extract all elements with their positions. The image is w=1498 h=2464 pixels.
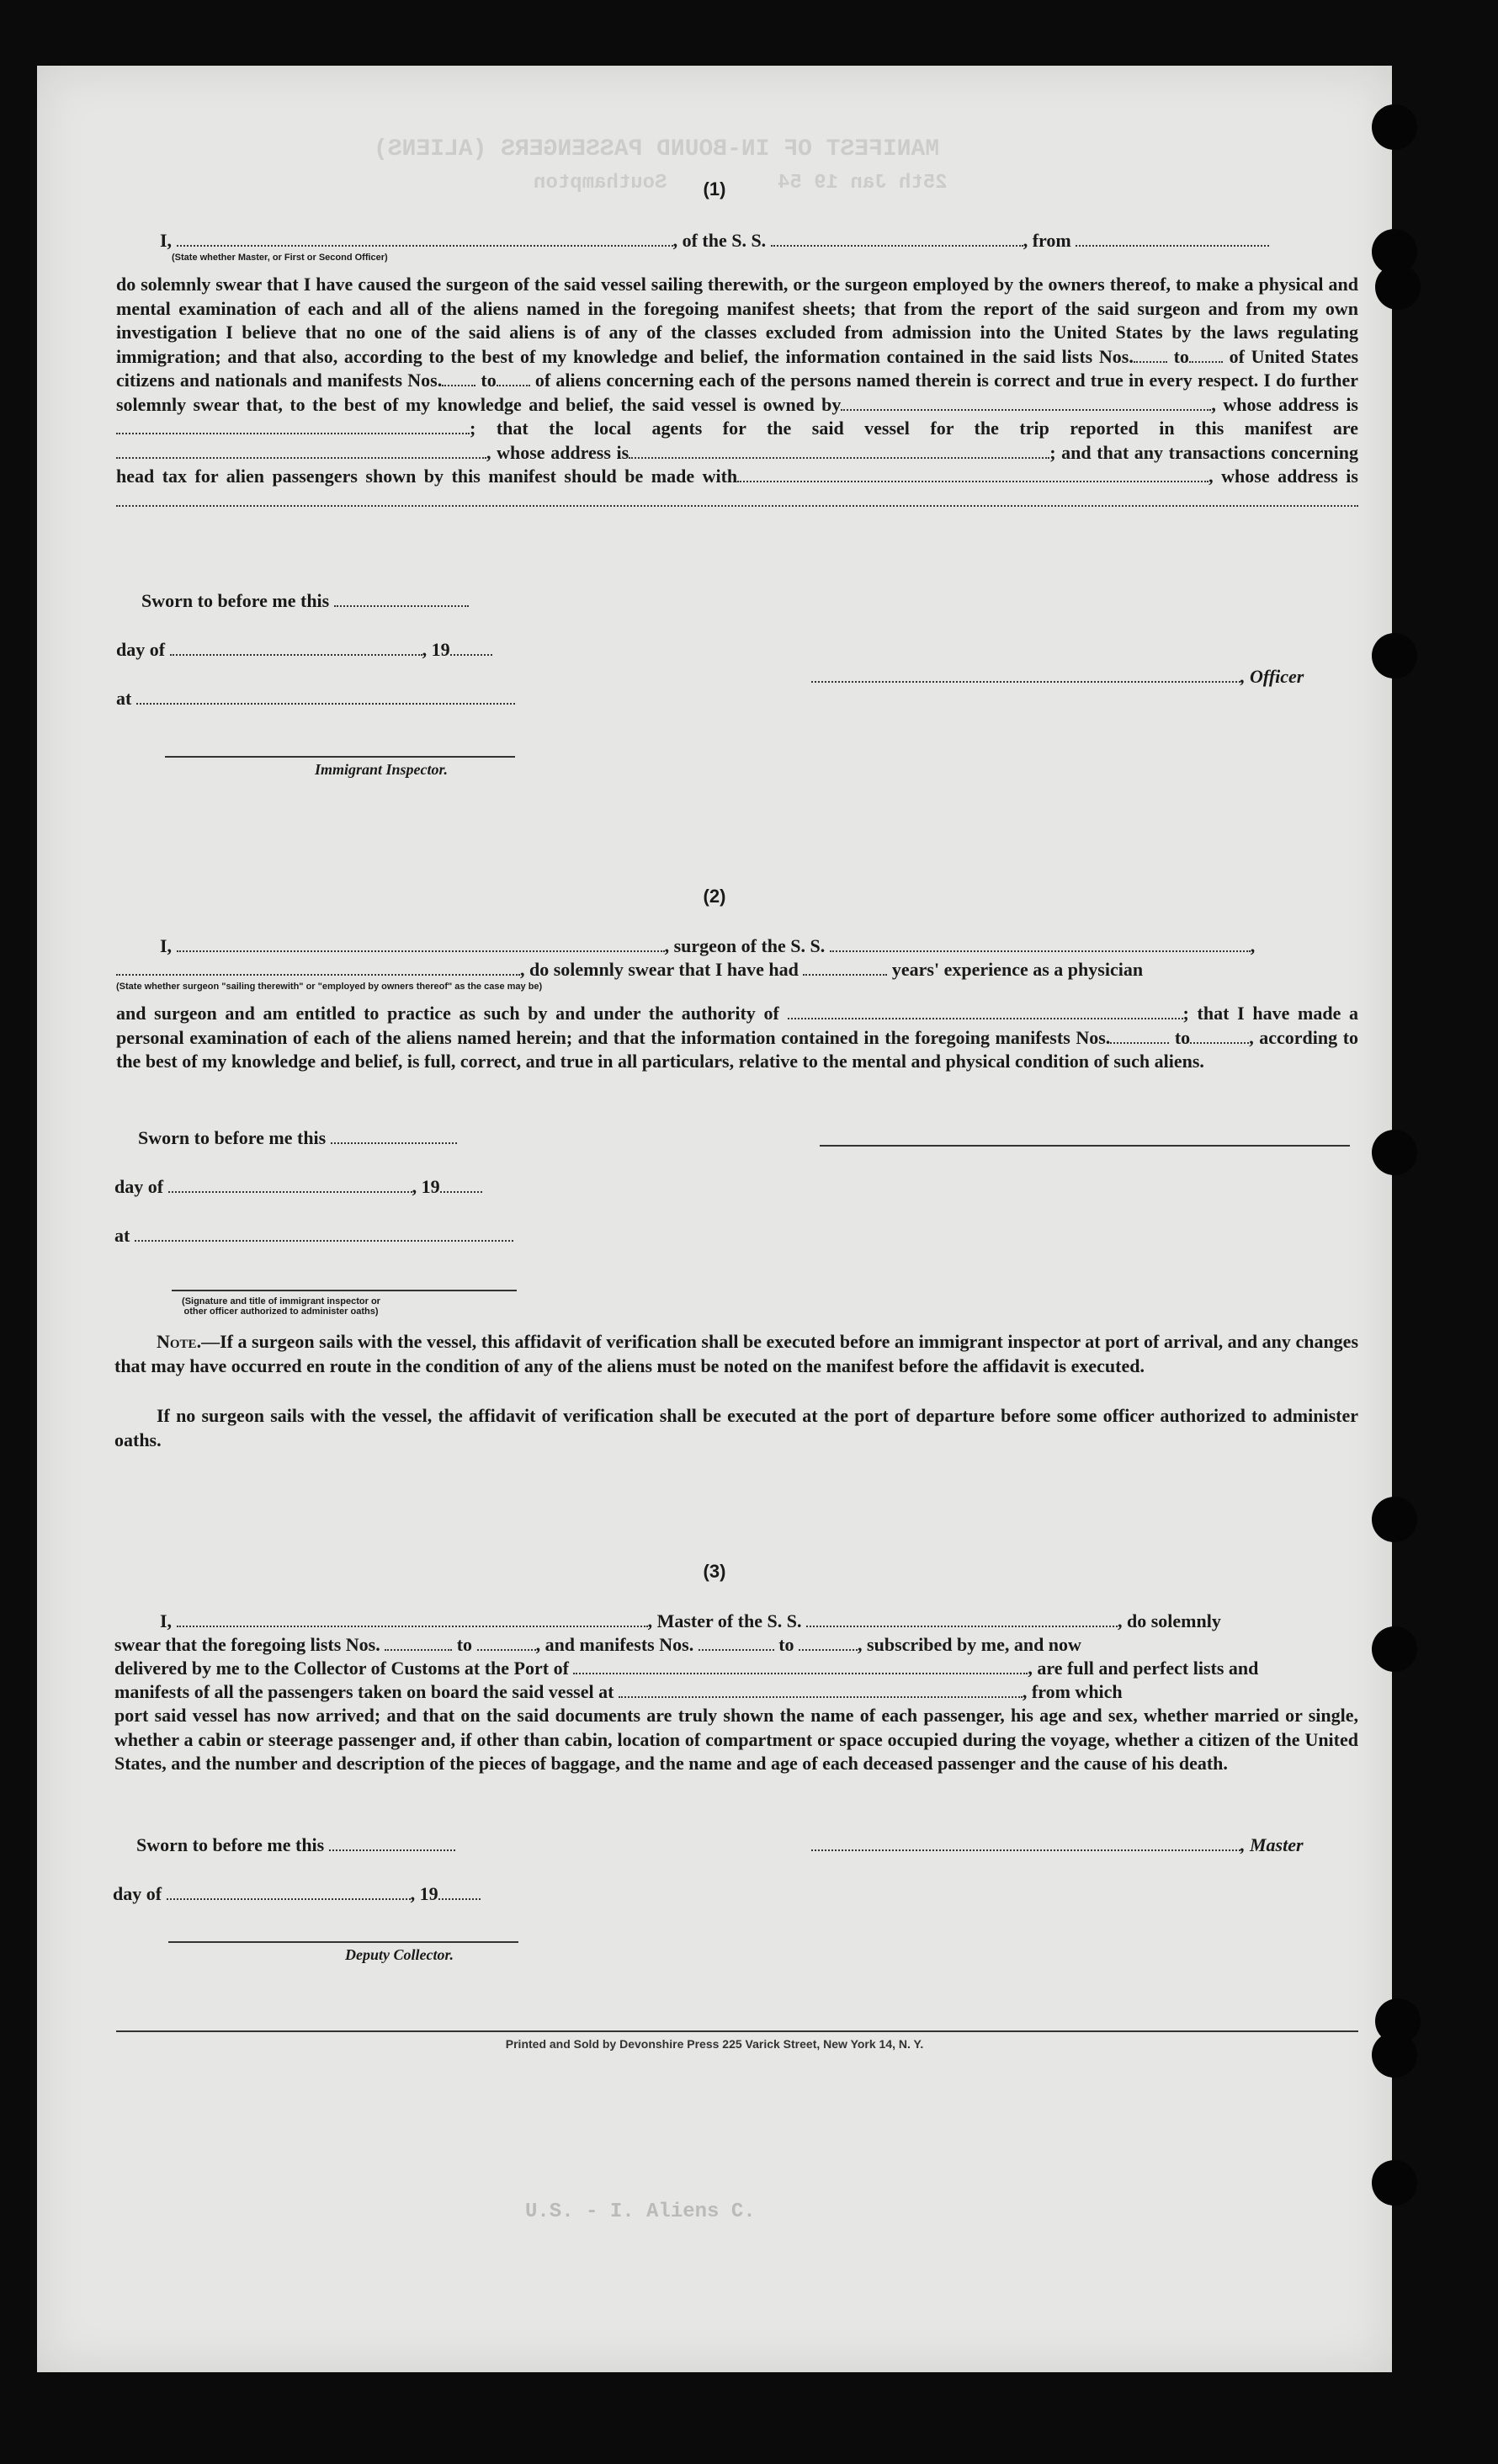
punch-hole — [1372, 2160, 1417, 2206]
s1-sworn: Sworn to before me this — [141, 589, 469, 613]
s2-at: at — [114, 1224, 513, 1248]
s3-line1: I, , Master of the S. S. , do solemnly — [160, 1610, 1221, 1631]
s1-inspector: Immigrant Inspector. — [315, 761, 449, 778]
s1-at: at — [116, 687, 515, 710]
faded-port: Southampton — [534, 172, 667, 194]
s2-line1: I, , surgeon of the S. S. , — [160, 935, 1256, 956]
s2-note: (State whether surgeon "sailing therewith" or "employed by owners thereof" as the case may be) — [116, 982, 543, 992]
section-2-number: (2) — [703, 886, 726, 907]
s1-day-of: day of , 19 — [116, 638, 492, 662]
faded-date: 25th Jan 19 54 — [778, 172, 948, 194]
s3-day-of: day of , 19 — [113, 1882, 481, 1906]
punch-hole — [1372, 104, 1417, 150]
s2-note2-paragraph: If no surgeon sails with the vessel, the affidavit of verification shall be executed at the port of departure before some officer authorized to administer oaths. — [114, 1405, 1358, 1450]
punch-hole — [1372, 2032, 1417, 2078]
s3-line4: manifests of all the passengers taken on board the said vessel at , from which — [114, 1681, 1123, 1702]
s3-collector-rule — [168, 1941, 518, 1943]
s3-master: , Master — [811, 1833, 1304, 1857]
punch-hole — [1375, 264, 1421, 310]
s2-day-of: day of , 19 — [114, 1175, 482, 1199]
s1-inspector-rule — [165, 756, 515, 758]
punch-hole — [1372, 1626, 1417, 1672]
s3-line2: swear that the foregoing lists Nos. to , and manifests Nos. to , subscribed by me, and now — [114, 1634, 1081, 1655]
s3-line3: delivered by me to the Collector of Customs at the Port of , are full and perfect lists and — [114, 1658, 1259, 1679]
s2-note-paragraph: Note.—If a surgeon sails with the vessel, this affidavit of verification shall be executed before an immigrant inspector at port of arrival, and any changes that may have occurred en route in the condition of any of the aliens must be noted on the manifest before the affidavit is executed. — [114, 1331, 1358, 1376]
punch-hole — [1372, 1497, 1417, 1542]
s3-sworn: Sworn to before me this — [136, 1833, 455, 1857]
s2-paragraph: and surgeon and am entitled to practice as such by and under the authority of ; that I have made a personal examination of each of the aliens named herein; and that the information contained in the foregoing manifests Nos. to , according to the best of my knowledge and belief, is full, correct, and true in all particulars, relative to the mental and physical condition of such aliens. — [116, 1003, 1359, 1072]
punch-hole — [1372, 633, 1417, 679]
s2-sig: (Signature and title of immigrant inspector or other officer authorized to administer oaths) — [182, 1296, 380, 1317]
manifest-page — [37, 66, 1392, 2372]
s1-note: (State whether Master, or First or Second Officer) — [172, 253, 388, 263]
s2-sig-rule — [172, 1290, 517, 1291]
s2-sworn: Sworn to before me this — [138, 1126, 457, 1150]
punch-hole — [1372, 1130, 1417, 1175]
footer-rule — [116, 2030, 1358, 2032]
s2-signature-rule — [820, 1145, 1350, 1147]
s1-line1: I, , of the S. S. , from — [160, 229, 1269, 253]
s1-paragraph: do solemnly swear that I have caused the surgeon of the said vessel sailing therewith, or the surgeon employed by the owners thereof, to make a physical and mental examination of each and all of the aliens named in the foregoing manifest sheets; that from the report of the said surgeon and from my own investigation I believe that no one of the said aliens is of any of the classes excluded from admission into the United States by the laws regulating immigration; and that also, according to the best of my knowledge and belief, the information contained in the said lists Nos. to of United States citizens and nationals and manifests Nos. to of aliens concerning each of the persons named therein is correct and true in every respect. I do further solemnly swear that, to the best of my knowledge and belief, the said vessel is owned by , whose address is; that the local agents for the said vessel for the trip reported in this manifest are, whose address is ; and that any transactions concerning head tax for alien passengers shown by this manifest should be made with , whose address is — [116, 273, 1358, 513]
printer-line: Printed and Sold by Devonshire Press 225 Varick Street, New York 14, N. Y. — [505, 2037, 924, 2051]
s2-line2: , do solemnly swear that I have had years' experience as a physician — [116, 958, 1143, 982]
s3-paragraph: port said vessel has now arrived; and that on the said documents are truly shown the name of each passenger, his age and sex, whether married or single, whether a cabin or steerage passenger and, if other than cabin, location of compartment or space occupied during the voyage, whether a citizen of the United States, and the number and description of the pieces of baggage, and the name and age of each deceased passenger and the cause of his death. — [114, 1705, 1358, 1774]
section-1-number: (1) — [703, 178, 726, 200]
faded-title: MANIFEST OF IN-BOUND PASSENGERS (ALIENS) — [374, 136, 940, 162]
form-number: U.S. - I. Aliens C. — [525, 2201, 756, 2223]
s1-officer: , Officer — [811, 665, 1304, 689]
s3-collector: Deputy Collector. — [345, 1946, 454, 1963]
section-3-number: (3) — [703, 1561, 726, 1582]
